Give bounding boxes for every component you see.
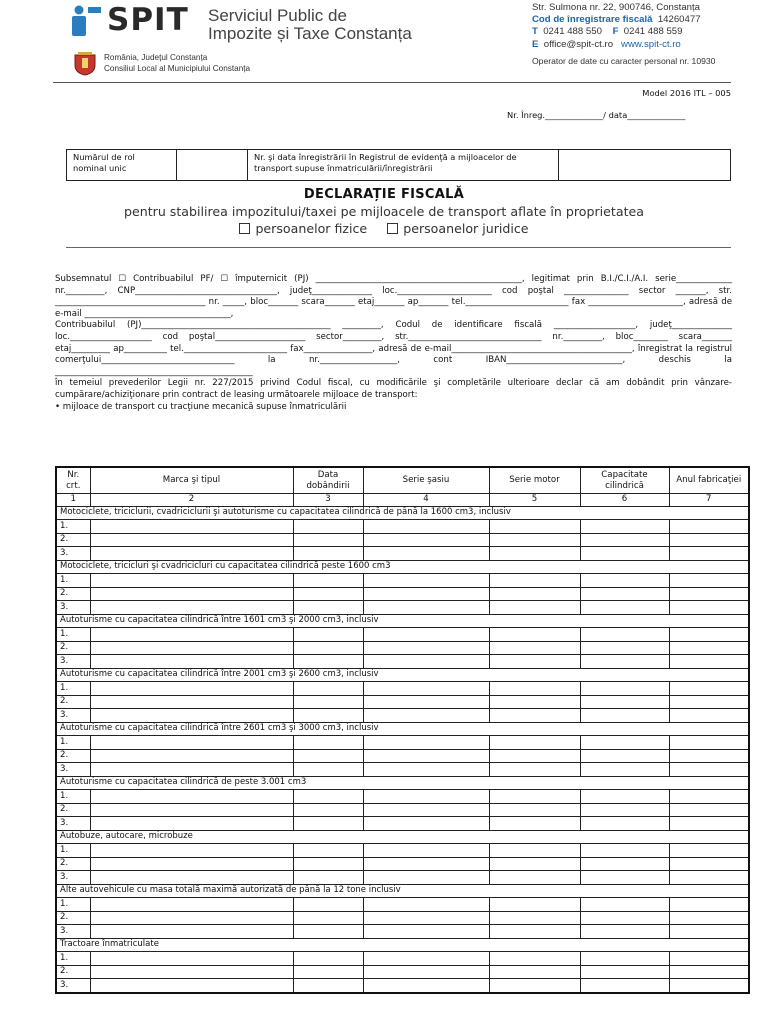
entry-cell[interactable] [293,952,363,966]
entry-cell[interactable] [489,587,580,601]
entry-cell[interactable] [293,547,363,561]
row-number: 2. [56,965,90,979]
table-row [56,871,749,885]
entry-cell[interactable] [90,533,293,547]
table-row [56,547,749,561]
col-number: 5 [489,494,580,507]
entry-cell[interactable] [363,587,489,601]
entry-cell[interactable] [363,533,489,547]
entry-cell[interactable] [489,844,580,858]
entry-cell[interactable] [90,979,293,993]
constanta-crest-icon [72,52,98,76]
row-number: 1. [56,574,90,588]
entry-cell[interactable] [669,790,749,804]
entry-cell[interactable] [669,898,749,912]
entry-cell[interactable] [293,574,363,588]
taxpayer-pj-paragraph[interactable]: Contribuabilul (PJ)____________________________________________ _________, Codul de identificare fiscală ___________________, judeţ______________ loc.___________________ cod poştal_____________________ sector_________, str._______________________________ nr._________, bloc________ scara_______ etaj_________ ap__________ tel.________________________ fax________________, adresă de e-mail__________________________________________, înregistrat la registrul comerţului_______________________________ la nr.__________________, cont IBAN___________________________, deschis la ______________________________________________ [55,320,732,377]
entry-cell[interactable] [293,520,363,534]
entry-cell[interactable] [90,520,293,534]
vehicle-type-bullet: • mijloace de transport cu tracţiune mecanică supuse înmatriculării [55,401,347,412]
entry-cell[interactable] [489,520,580,534]
table-row [56,533,749,547]
entry-cell[interactable] [489,965,580,979]
entry-cell[interactable] [363,857,489,871]
entry-cell[interactable] [363,952,489,966]
entry-cell[interactable] [580,965,669,979]
org-name-line-1: Serviciul Public de [208,6,347,25]
entry-cell[interactable] [489,763,580,777]
entry-cell[interactable] [580,925,669,939]
row-number: 1. [56,736,90,750]
entry-cell[interactable] [669,547,749,561]
operator-note: Operator de date cu caracter personal nr. 10930 [532,56,716,66]
entry-cell[interactable] [489,574,580,588]
table-row [56,817,749,831]
entry-cell[interactable] [90,709,293,723]
entry-cell[interactable] [363,709,489,723]
option-pf-label: persoanelor fizice [255,221,368,236]
entry-cell[interactable] [489,682,580,696]
col-nr-crt: Nr. crt. [56,467,90,494]
row-number: 1. [56,844,90,858]
entry-cell[interactable] [363,803,489,817]
entry-cell[interactable] [90,790,293,804]
entry-cell[interactable] [90,898,293,912]
entry-cell[interactable] [489,911,580,925]
table-row [56,763,749,777]
logo-wordmark: SPIT [107,2,189,38]
table-header-row [56,467,749,494]
entry-cell[interactable] [293,817,363,831]
entry-cell[interactable] [669,952,749,966]
entry-cell[interactable] [580,790,669,804]
table-row [56,695,749,709]
category-label: Autoturisme cu capacitatea cilindrică între 2001 cm3 şi 2600 cm3, inclusiv [56,668,749,682]
entry-cell[interactable] [90,763,293,777]
entry-cell[interactable] [293,695,363,709]
entry-cell[interactable] [363,641,489,655]
email-web-line [532,39,701,51]
entry-cell[interactable] [580,655,669,669]
table-row [56,641,749,655]
county-line-1: România, Județul Constanța [104,53,208,62]
phone-label: T [532,26,538,38]
row-number: 3. [56,601,90,615]
entry-cell[interactable] [363,871,489,885]
form-model: Model 2016 ITL – 005 [642,88,731,98]
table-row [56,587,749,601]
entry-cell[interactable] [363,790,489,804]
entry-cell[interactable] [580,911,669,925]
col-data-dobandirii: Data dobândirii [293,467,363,494]
entry-cell[interactable] [489,871,580,885]
entry-cell[interactable] [293,682,363,696]
entry-cell[interactable] [580,709,669,723]
col-marca-tipul: Marca şi tipul [90,467,293,494]
evidenta-field[interactable] [559,150,731,181]
entry-cell[interactable] [669,817,749,831]
entry-cell[interactable] [669,574,749,588]
entry-cell[interactable] [580,749,669,763]
entry-cell[interactable] [580,817,669,831]
category-label: Motociclete, tricicluri şi cvadricicluri cu capacitatea cilindrică peste 1600 cm3 [56,560,749,574]
entry-cell[interactable] [363,925,489,939]
org-name-line-2: Impozite și Taxe Constanța [208,24,412,43]
entry-cell[interactable] [90,628,293,642]
category-label: Motociclete, triciclurii, cvadriciclurii şi autoturisme cu capacitatea cilindrică de până la 1600 cm3, inclusiv [56,506,749,520]
vehicles-table-body [56,506,749,993]
entry-cell[interactable] [580,641,669,655]
entry-cell[interactable] [293,857,363,871]
col-number: 4 [363,494,489,507]
table-row [56,952,749,966]
entry-cell[interactable] [489,898,580,912]
entry-cell[interactable] [580,844,669,858]
entry-cell[interactable] [90,925,293,939]
table-row [56,709,749,723]
entry-cell[interactable] [363,763,489,777]
entry-cell[interactable] [363,655,489,669]
row-number: 3. [56,817,90,831]
col-number: 3 [293,494,363,507]
entry-cell[interactable] [293,749,363,763]
entry-cell[interactable] [363,736,489,750]
category-label: Tractoare înmatriculate [56,938,749,952]
entry-cell[interactable] [363,749,489,763]
category-row [56,776,749,790]
evidenta-label: Nr. şi data înregistrării în Registrul de evidenţă a mijloacelor de transport supuse înmatriculării/înregistrării [248,150,559,181]
table-row [56,736,749,750]
registry-table [66,149,731,181]
organization-name [208,7,412,43]
table-row [56,844,749,858]
entry-cell[interactable] [669,911,749,925]
entry-cell[interactable] [669,925,749,939]
entry-cell[interactable] [293,911,363,925]
entry-cell[interactable] [669,641,749,655]
entry-cell[interactable] [669,709,749,723]
entry-cell[interactable] [580,695,669,709]
entry-cell[interactable] [489,817,580,831]
phone-fax-line [532,26,701,38]
entry-cell[interactable] [90,911,293,925]
entry-cell[interactable] [580,533,669,547]
table-row [56,965,749,979]
entry-cell[interactable] [580,952,669,966]
category-row [56,722,749,736]
row-number: 3. [56,655,90,669]
column-number-row [56,494,749,507]
entry-cell[interactable] [580,763,669,777]
category-label: Autoturisme cu capacitatea cilindrică între 1601 cm3 şi 2000 cm3, inclusiv [56,614,749,628]
table-row [56,925,749,939]
county-block [104,52,250,74]
entry-cell[interactable] [580,628,669,642]
col-serie-motor: Serie motor [489,467,580,494]
category-row [56,830,749,844]
table-row [56,803,749,817]
entry-cell[interactable] [293,979,363,993]
entry-cell[interactable] [580,803,669,817]
entry-cell[interactable] [580,601,669,615]
entry-cell[interactable] [580,547,669,561]
entry-cell[interactable] [90,695,293,709]
entry-cell[interactable] [90,803,293,817]
entry-cell[interactable] [90,952,293,966]
col-number: 6 [580,494,669,507]
table-row [56,574,749,588]
checkbox-pj[interactable] [387,223,398,234]
entry-cell[interactable] [293,790,363,804]
entry-cell[interactable] [293,803,363,817]
checkbox-pf[interactable] [239,223,250,234]
entry-cell[interactable] [293,871,363,885]
entry-cell[interactable] [580,574,669,588]
entry-cell[interactable] [580,520,669,534]
entry-cell[interactable] [669,533,749,547]
entry-cell[interactable] [90,547,293,561]
category-row [56,938,749,952]
entry-cell[interactable] [489,601,580,615]
registration-number-field[interactable]: Nr. Înreg.______________/ data______________ [507,110,686,120]
vehicles-table [55,466,750,994]
row-number: 1. [56,952,90,966]
email: office@spit-ct.ro [543,38,614,50]
entry-cell[interactable] [489,547,580,561]
entry-cell[interactable] [489,533,580,547]
spit-logo-icon [70,4,104,40]
entry-cell[interactable] [489,925,580,939]
entry-cell[interactable] [489,709,580,723]
col-serie-sasiu: Serie şasiu [363,467,489,494]
entry-cell[interactable] [669,601,749,615]
entry-cell[interactable] [293,628,363,642]
category-row [56,884,749,898]
col-number: 7 [669,494,749,507]
row-number: 2. [56,587,90,601]
entry-cell[interactable] [293,844,363,858]
entry-cell[interactable] [580,979,669,993]
form-title: DECLARAȚIE FISCALĂ [303,187,465,202]
table-row [56,601,749,615]
entry-cell[interactable] [669,857,749,871]
entry-cell[interactable] [363,682,489,696]
form-subtitle: pentru stabilirea impozitului/taxei pe mijloacele de transport aflate în proprietatea [123,204,644,219]
row-number: 3. [56,979,90,993]
entry-cell[interactable] [293,587,363,601]
entry-cell[interactable] [669,763,749,777]
row-number: 2. [56,911,90,925]
row-number: 1. [56,520,90,534]
entry-cell[interactable] [489,655,580,669]
row-number: 3. [56,547,90,561]
entry-cell[interactable] [90,587,293,601]
entry-cell[interactable] [489,952,580,966]
entry-cell[interactable] [90,655,293,669]
contact-block [532,2,701,51]
col-number: 2 [90,494,293,507]
entry-cell[interactable] [90,965,293,979]
table-row [56,682,749,696]
entry-cell[interactable] [489,641,580,655]
table-row [56,749,749,763]
entry-cell[interactable] [293,641,363,655]
table-row [56,520,749,534]
entry-cell[interactable] [669,628,749,642]
entry-cell[interactable] [90,574,293,588]
entry-cell[interactable] [489,695,580,709]
table-row [56,911,749,925]
title-divider [66,247,731,248]
entry-cell[interactable] [90,641,293,655]
entry-cell[interactable] [293,601,363,615]
cif-label: Cod de înregistrare fiscală [532,14,653,26]
row-number: 2. [56,641,90,655]
entry-cell[interactable] [363,547,489,561]
category-row [56,506,749,520]
table-row [56,857,749,871]
entry-cell[interactable] [293,925,363,939]
entry-cell[interactable] [90,857,293,871]
row-number: 3. [56,763,90,777]
entry-cell[interactable] [363,979,489,993]
entry-cell[interactable] [363,898,489,912]
entry-cell[interactable] [363,817,489,831]
entry-cell[interactable] [669,749,749,763]
entry-cell[interactable] [363,520,489,534]
rol-field[interactable] [177,150,248,181]
entry-cell[interactable] [669,871,749,885]
col-number: 1 [56,494,90,507]
entry-cell[interactable] [293,965,363,979]
rol-label: Numărul de rol nominal unic [67,150,177,181]
row-number: 1. [56,898,90,912]
entry-cell[interactable] [363,574,489,588]
entry-cell[interactable] [669,803,749,817]
category-row [56,668,749,682]
entry-cell[interactable] [363,695,489,709]
entry-cell[interactable] [580,857,669,871]
entry-cell[interactable] [90,682,293,696]
row-number: 2. [56,803,90,817]
entry-cell[interactable] [489,803,580,817]
entry-cell[interactable] [363,844,489,858]
legal-basis-paragraph: în temeiul prevederilor Legii nr. 227/2015 privind Codul fiscal, cu modificările şi completările ulterioare declar că am dobândit prin vânzare-cumpărare/achiziţionare prin contract de leasing următoarele mijloace de transport: [55,378,732,400]
row-number: 2. [56,857,90,871]
entry-cell[interactable] [489,979,580,993]
entry-cell[interactable] [90,844,293,858]
table-row [56,628,749,642]
table-row [56,979,749,993]
entry-cell[interactable] [669,655,749,669]
entry-cell[interactable] [90,601,293,615]
cif-value: 14260477 [657,14,701,26]
entry-cell[interactable] [293,898,363,912]
entry-cell[interactable] [90,817,293,831]
header-divider [53,82,731,83]
entry-cell[interactable] [669,844,749,858]
entry-cell[interactable] [293,709,363,723]
entry-cell[interactable] [669,520,749,534]
owner-type-options [0,221,768,236]
row-number: 3. [56,925,90,939]
entry-cell[interactable] [580,871,669,885]
row-number: 1. [56,682,90,696]
row-number: 1. [56,790,90,804]
website: www.spit-ct.ro [621,38,681,50]
entry-cell[interactable] [363,965,489,979]
phone: 0241 488 550 [543,26,602,38]
entry-cell[interactable] [363,911,489,925]
entry-cell[interactable] [580,898,669,912]
entry-cell[interactable] [489,749,580,763]
address: Str. Sulmona nr. 22, 900746, Constanța [532,2,701,13]
entry-cell[interactable] [293,533,363,547]
category-row [56,560,749,574]
entry-cell[interactable] [580,587,669,601]
row-number: 1. [56,628,90,642]
table-row [56,655,749,669]
col-capacitate: Capacitate cilindrică [580,467,669,494]
entry-cell[interactable] [489,790,580,804]
entry-cell[interactable] [580,736,669,750]
entry-cell[interactable] [489,628,580,642]
entry-cell[interactable] [90,749,293,763]
category-label: Autoturisme cu capacitatea cilindrică de peste 3.001 cm3 [56,776,749,790]
entry-cell[interactable] [669,979,749,993]
table-row [56,898,749,912]
fax: 0241 488 559 [623,26,683,38]
row-number: 3. [56,709,90,723]
entry-cell[interactable] [669,587,749,601]
row-number: 2. [56,533,90,547]
entry-cell[interactable] [489,857,580,871]
option-pj-label: persoanelor juridice [403,221,529,236]
category-label: Autobuze, autocare, microbuze [56,830,749,844]
fax-label: F [612,26,619,38]
row-number: 3. [56,871,90,885]
col-anul-fabricatiei: Anul fabricaţiei [669,467,749,494]
entry-cell[interactable] [363,601,489,615]
entry-cell[interactable] [90,736,293,750]
declaration-body [55,274,732,413]
table-row [56,790,749,804]
entry-cell[interactable] [363,628,489,642]
entry-cell[interactable] [669,736,749,750]
cif-line [532,14,701,26]
row-number: 2. [56,749,90,763]
entry-cell[interactable] [90,871,293,885]
entry-cell[interactable] [489,736,580,750]
entry-cell[interactable] [293,655,363,669]
email-label: E [532,38,539,50]
category-label: Alte autovehicule cu masa totală maximă autorizată de până la 12 tone inclusiv [56,884,749,898]
county-line-2: Consiliul Local al Municipiului Constanța [104,64,251,73]
category-row [56,614,749,628]
entry-cell[interactable] [293,763,363,777]
entry-cell[interactable] [669,965,749,979]
entry-cell[interactable] [293,736,363,750]
entry-cell[interactable] [669,682,749,696]
taxpayer-pf-paragraph[interactable]: Subsemnatul ☐ Contribuabilul PF/ ☐ împuternicit (PJ) ________________________________________________, legitimat prin B.I./C.I./A.I. serie_____________ nr._________, CNP_________________________________, judeţ______________ loc.______________________ cod poştal _______________ sector _______, str. ___________________________________ nr. _____, bloc_______ scara_______ etaj_______ ap_______ tel.________________________ fax ______________________, adresă de e-mail __________________________________, [55,274,732,319]
entry-cell[interactable] [580,682,669,696]
category-label: Autoturisme cu capacitatea cilindrică între 2601 cm3 şi 3000 cm3, inclusiv [56,722,749,736]
entry-cell[interactable] [669,695,749,709]
row-number: 2. [56,695,90,709]
